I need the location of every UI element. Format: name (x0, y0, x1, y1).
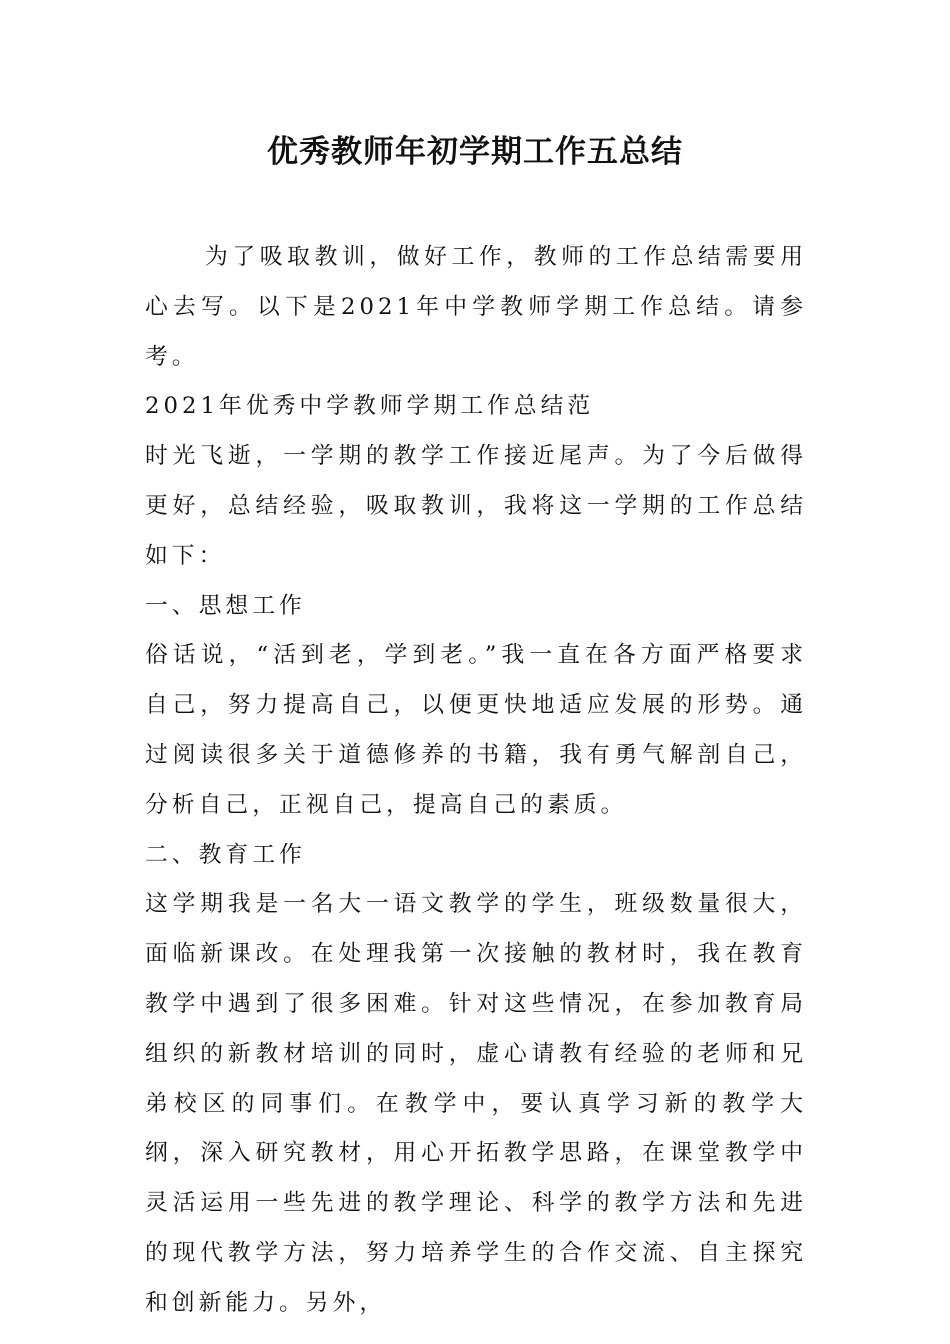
document-body (145, 233, 807, 1329)
subtitle-line: 2021年优秀中学教师学期工作总结范 (145, 393, 595, 420)
section-heading-education: 二、教育工作 (145, 841, 306, 868)
section-body-education: 这学期我是一名大一语文教学的学生，班级数量很大，面临新课改。在处理我第一次接触的教材时，我在教育教学中遇到了很多困难。针对这些情况，在参加教育局组织的新教材培训的同时，虚心请教有经验的老师和兄弟校区的同事们。在教学中，要认真学习新的教学大纲，深入研究教材，用心开拓教学思路，在课堂教学中灵活运用一些先进的教学理论、科学的教学方法和先进的现代教学方法，努力培养学生的合作交流、自主探究和创新能力。另外， (145, 891, 807, 1316)
intro-paragraph: 为了吸取教训，做好工作，教师的工作总结需要用心去写。以下是2021年中学教师学期工作总结。请参考。 (145, 244, 807, 370)
section-body-thought: 俗话说，“活到老，学到老。”我一直在各方面严格要求自己，努力提高自己，以便更快地适应发展的形势。通过阅读很多关于道德修养的书籍，我有勇气解剖自己，分析自己，正视自己，提高自己的素质。 (145, 642, 807, 818)
section-heading-thought: 一、思想工作 (145, 592, 306, 619)
opening-paragraph: 时光飞逝，一学期的教学工作接近尾声。为了今后做得更好，总结经验，吸取教训，我将这一学期的工作总结如下： (145, 443, 807, 569)
document-title: 优秀教师年初学期工作五总结 (267, 134, 683, 170)
